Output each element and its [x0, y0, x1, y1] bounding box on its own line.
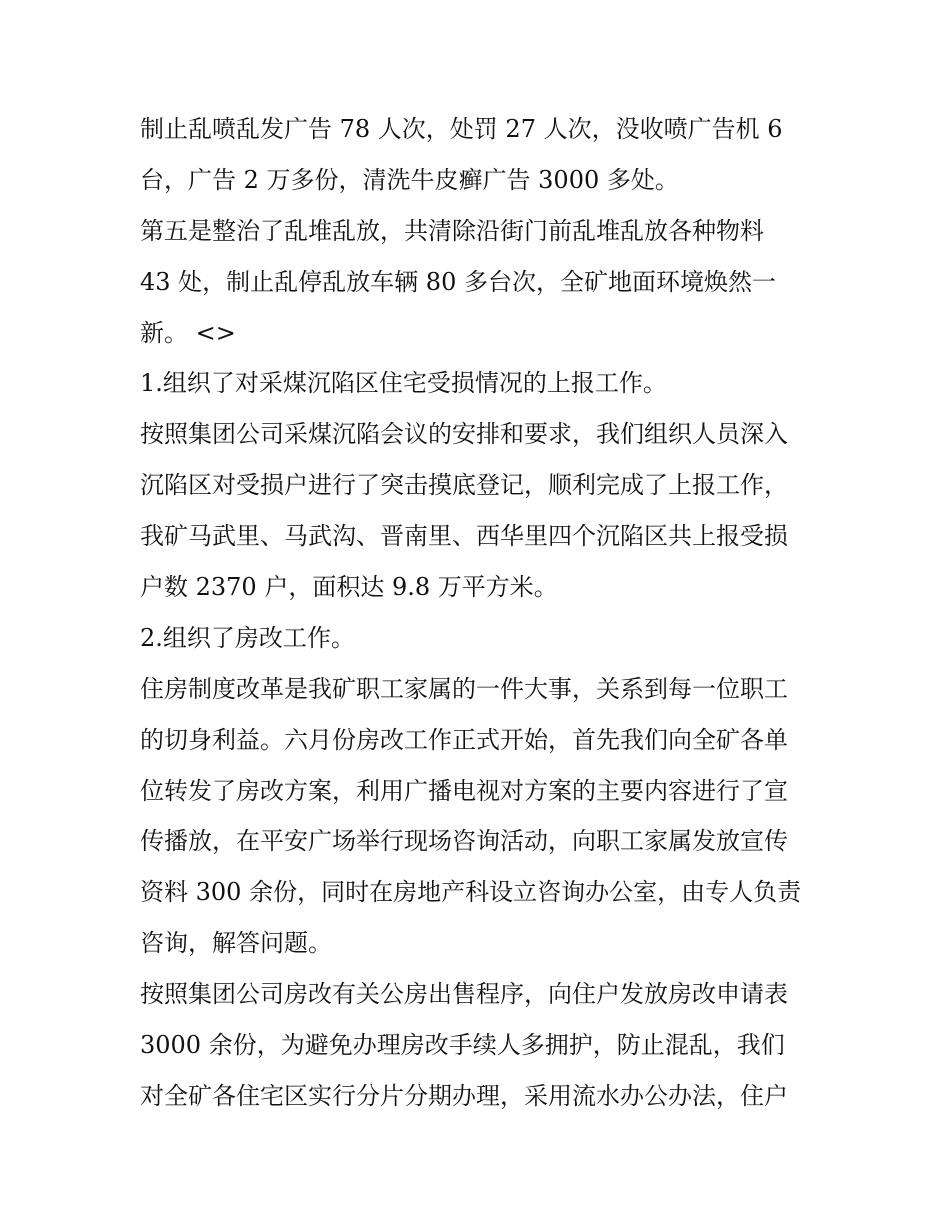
text-line: 台，广告 2 万多份，清洗牛皮癣广告 3000 多处。	[140, 165, 679, 194]
text-line: 我矿马武里、马武沟、晋南里、西华里四个沉陷区共上报受损	[140, 522, 788, 551]
text-line: 按照集团公司采煤沉陷会议的安排和要求，我们组织人员深入	[140, 420, 788, 449]
section-heading: 2.组织了房改工作。	[140, 623, 355, 652]
paragraph-housing-reform	[140, 664, 820, 969]
text-line: 第五是整治了乱堆乱放，共清除沿街门前乱堆乱放各种物料	[140, 216, 764, 245]
text-line: 户数 2370 户，面积达 9.8 万平方米。	[140, 573, 558, 602]
section-heading: 1.组织了对采煤沉陷区住宅受损情况的上报工作。	[140, 369, 667, 398]
text-line: 43 处，制止乱停乱放车辆 80 多台次，全矿地面环境焕然一	[140, 267, 776, 296]
text-line: 位转发了房改方案，利用广播电视对方案的主要内容进行了宣	[140, 776, 788, 805]
text-line: 咨询，解答问题。	[140, 929, 332, 958]
text-line: 制止乱喷乱发广告 78 人次，处罚 27 人次，没收喷广告机 6	[140, 115, 783, 143]
text-line: 新。 <>	[140, 318, 236, 347]
text-line: 按照集团公司房改有关公房出售程序，向住户发放房改申请表	[140, 980, 788, 1009]
text-line: 沉陷区对受损户进行了突击摸底登记，顺利完成了上报工作，	[140, 471, 788, 500]
text-line: 住房制度改革是我矿职工家属的一件大事，关系到每一位职工	[140, 674, 788, 703]
text-line: 3000 余份，为避免办理房改手续人多拥护，防止混乱，我们	[140, 1031, 785, 1060]
paragraph-ad-control	[140, 104, 820, 206]
heading-subsidence-report	[140, 358, 820, 409]
paragraph-housing-sale-procedure	[140, 969, 820, 1122]
text-line: 传播放，在平安广场举行现场咨询活动，向职工家属发放宣传	[140, 827, 788, 856]
text-line: 的切身利益。六月份房改工作正式开始，首先我们向全矿各单	[140, 725, 788, 754]
document-body	[140, 104, 820, 1122]
paragraph-clutter-cleanup	[140, 206, 820, 359]
heading-housing-reform	[140, 613, 820, 664]
text-line: 对全矿各住宅区实行分片分期办理，采用流水办公办法，住户	[140, 1081, 788, 1110]
text-line: 资料 300 余份，同时在房地产科设立咨询办公室，由专人负责	[140, 878, 802, 907]
paragraph-subsidence-report	[140, 409, 820, 613]
